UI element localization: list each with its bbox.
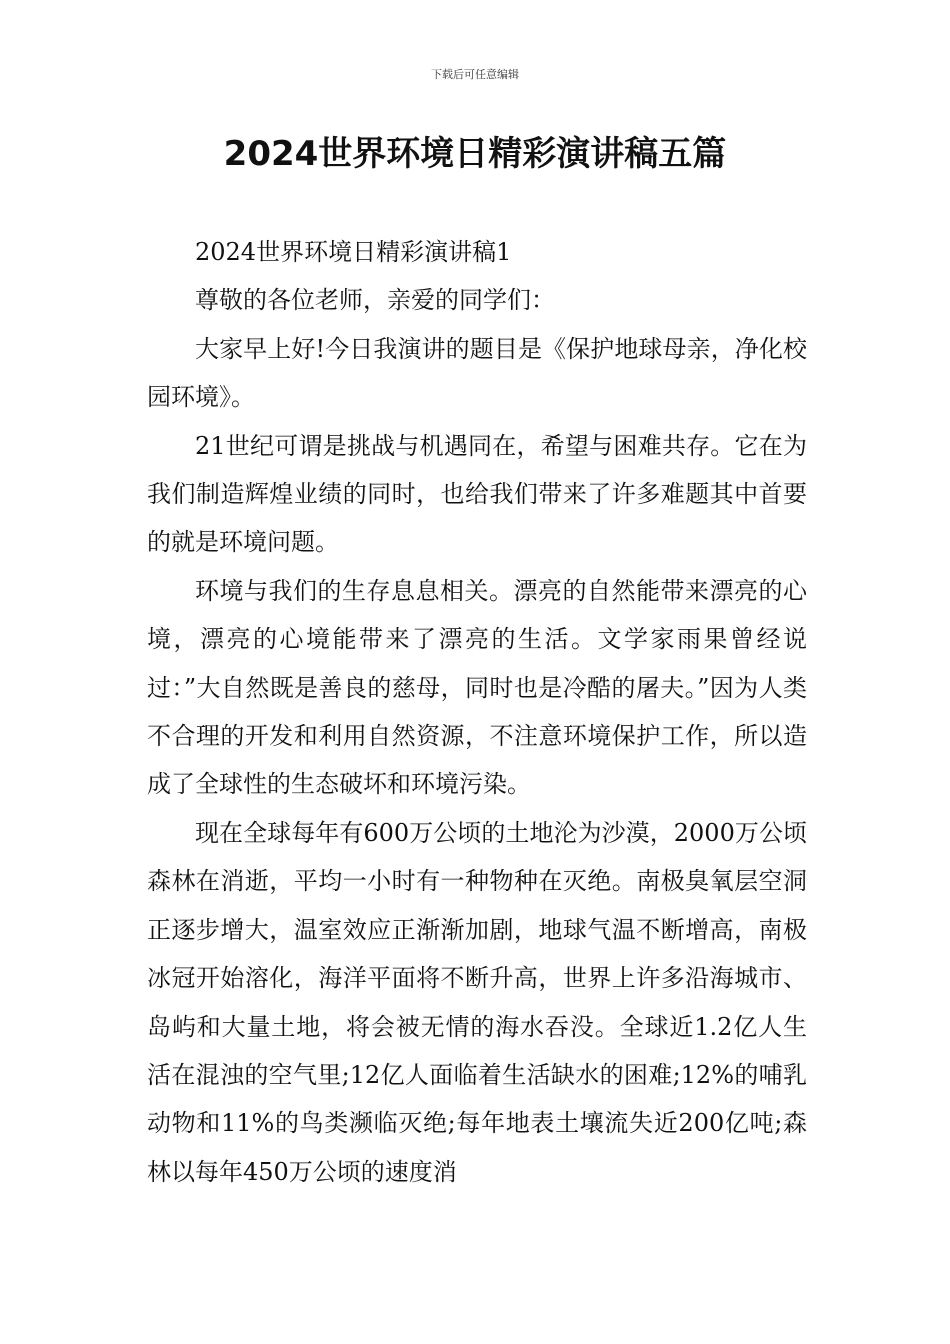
section-heading: 2024世界环境日精彩演讲稿1 (195, 238, 512, 266)
paragraph-environment: 环境与我们的生存息息相关。漂亮的自然能带来漂亮的心境，漂亮的心境能带来了漂亮的生活。文学家雨果曾经说过：”大自然既是善良的慈母，同时也是冷酷的屠夫。”因为人类不合理的开发和利用自然资源，不注意环境保护工作，所以造成了全球性的生态破坏和环境污染。 (147, 576, 807, 799)
document-body (147, 228, 807, 1196)
paragraph-greeting: 尊敬的各位老师，亲爱的同学们： (195, 286, 555, 315)
paragraph-challenges: 21世纪可谓是挑战与机遇同在，希望与困难共存。它在为我们制造辉煌业绩的同时，也给我们带来了许多难题其中首要的就是环境问题。 (147, 431, 807, 557)
header-note: 下载后可任意编辑 (431, 68, 519, 81)
paragraph-intro: 大家早上好!今日我演讲的题目是《保护地球母亲，净化校园环境》。 (147, 334, 807, 412)
document-title: 2024世界环境日精彩演讲稿五篇 (223, 134, 727, 174)
paragraph-statistics: 现在全球每年有600万公顷的土地沦为沙漠，2000万公顷森林在消逝，平均一小时有一种物种在灭绝。南极臭氧层空洞正逐步增大，温室效应正渐渐加剧，地球气温不断增高，南极冰冠开始溶化，海洋平面将不断升高，世界上许多沿海城市、岛屿和大量土地，将会被无情的海水吞没。全球近1.2亿人生活在混浊的空气里;12亿人面临着生活缺水的困难;12%的哺乳动物和11%的鸟类濒临灭绝;每年地表土壤流失近200亿吨;森林以每年450万公顷的速度消 (147, 818, 807, 1186)
